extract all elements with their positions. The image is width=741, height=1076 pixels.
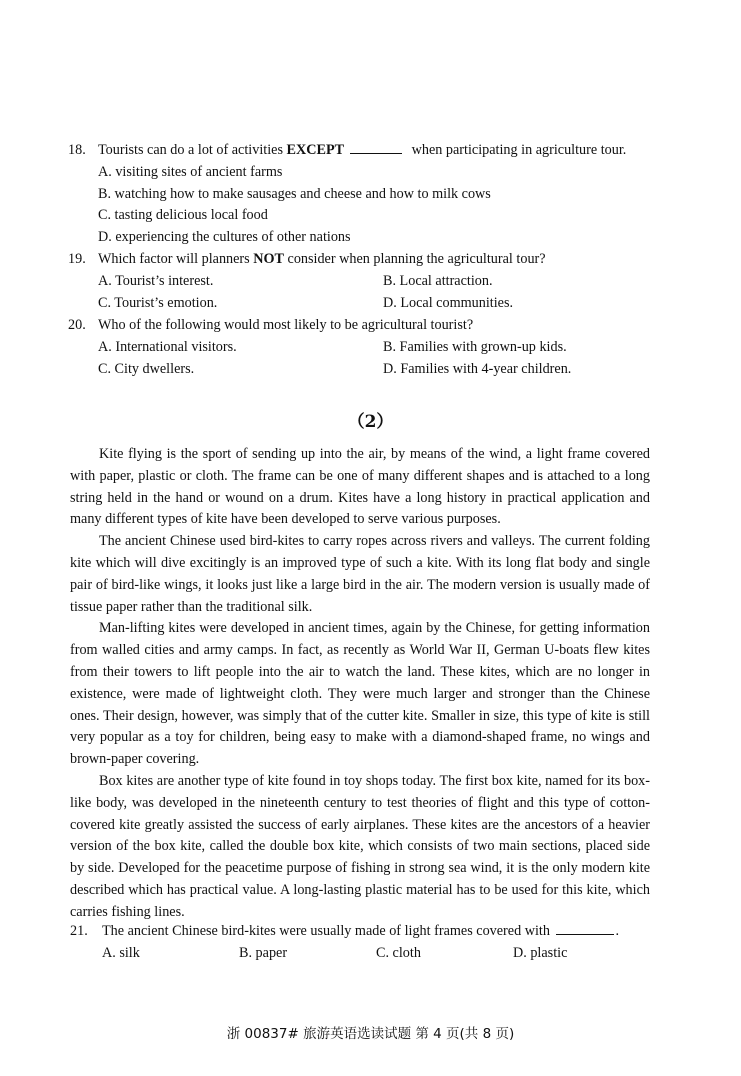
passage-paragraph: Kite flying is the sport of sending up into the air, by means of the wind, a light frame covered with paper, plastic or cloth. The frame can be one of many different shapes and is attached to a long string held in the hand or wound on a drum. Kites have a long history in practical application and many different types of kite have been developed to serve various purposes. bbox=[70, 446, 650, 528]
question-number: 21. bbox=[70, 923, 88, 939]
option-d: D. Local communities. bbox=[383, 294, 514, 311]
option-c: C. City dwellers. bbox=[98, 360, 195, 377]
answer-blank bbox=[556, 922, 614, 935]
question-18 bbox=[68, 140, 668, 249]
passage-paragraph: Man-lifting kites were developed in ancient times, again by the Chinese, for getting information from walled cities and army camps. In fact, as recently as World War II, German U-boats flew kites from their towers to lift people into the air to watch the land. These kites, which are no longer in existence, were made of lightweight cloth. They were much larger and stronger than the Chinese ones. Their design, however, was simply that of the cutter kite. Smaller in size, this type of kite is still very popular as a toy for children, being easy to make with a diamond-shaped frame, no wings and brown-paper covering. bbox=[70, 620, 650, 768]
question-21 bbox=[70, 921, 650, 965]
option-d: D. Families with 4-year children. bbox=[383, 360, 572, 377]
option-d: D. plastic bbox=[513, 944, 568, 961]
question-stem: Which factor will planners NOT consider when planning the agricultural tour? bbox=[98, 251, 546, 267]
passage-paragraph: The ancient Chinese used bird-kites to carry ropes across rivers and valleys. The current folding kite which will dive excitingly is an improved type of such a kite. With its long flat body and single pair of bird-like wings, it looks just like a large bird in the air. The modern version is usually made of tissue paper rather than the traditional silk. bbox=[70, 533, 650, 615]
option-d: D. experiencing the cultures of other nations bbox=[98, 229, 351, 246]
question-number: 18. bbox=[68, 142, 86, 158]
option-a: A. silk bbox=[102, 944, 140, 961]
section-heading: （2） bbox=[347, 412, 394, 432]
question-19 bbox=[68, 249, 668, 314]
option-c: C. cloth bbox=[376, 944, 421, 961]
question-stem: The ancient Chinese bird-kites were usually made of light frames covered with . bbox=[102, 923, 620, 939]
page-footer: 浙 00837# 旅游英语选读试题 第 4 页(共 8 页) bbox=[226, 1026, 515, 1042]
option-b: B. Local attraction. bbox=[383, 272, 493, 289]
option-b: B. paper bbox=[239, 944, 288, 961]
question-stem: Who of the following would most likely to be agricultural tourist? bbox=[98, 317, 474, 333]
option-b: B. Families with grown-up kids. bbox=[383, 338, 567, 355]
option-a: A. visiting sites of ancient farms bbox=[98, 163, 283, 180]
reading-passage bbox=[70, 444, 650, 924]
options-list bbox=[98, 162, 668, 249]
answer-blank bbox=[350, 141, 402, 154]
options-list bbox=[102, 943, 650, 965]
option-c: C. Tourist’s emotion. bbox=[98, 294, 218, 311]
question-number: 19. bbox=[68, 251, 86, 267]
question-stem: Tourists can do a lot of activities EXCEPT when participating in agriculture tour. bbox=[98, 142, 627, 158]
question-number: 20. bbox=[68, 317, 86, 333]
option-a: A. Tourist’s interest. bbox=[98, 272, 214, 289]
passage-paragraph: Box kites are another type of kite found in toy shops today. The first box kite, named for its box-like body, was developed in the nineteenth century to test theories of flight and this type of cotton-covered kite greatly assisted the success of early airplanes. These kites are the ancestors of a heavier version of the box kite, called the double box kite, which consists of two main sections, placed side by side. Developed for the peacetime purpose of fishing in strong sea wind, it is the only modern kite described which has practical value. A long-lasting plastic material has to be used for this kite, which carries fishing lines. bbox=[70, 772, 650, 920]
option-b: B. watching how to make sausages and cheese and how to milk cows bbox=[98, 185, 491, 202]
option-a: A. International visitors. bbox=[98, 338, 237, 355]
question-20 bbox=[68, 315, 668, 380]
option-c: C. tasting delicious local food bbox=[98, 207, 268, 224]
